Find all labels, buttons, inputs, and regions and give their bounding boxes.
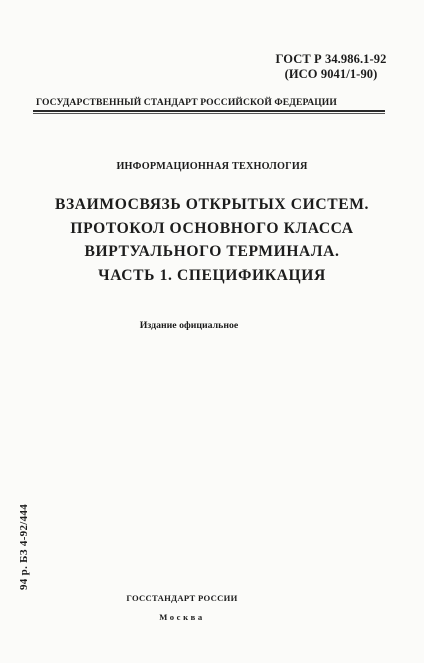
header-rule	[33, 110, 385, 112]
edition-note: Издание официальное	[139, 320, 239, 331]
header-rule-thin	[33, 113, 385, 114]
standard-number: ГОСТ Р 34.986.1-92	[275, 52, 387, 66]
title-line: ВЗАИМОСВЯЗЬ ОТКРЫТЫХ СИСТЕМ.	[54, 196, 370, 213]
title-line: ЧАСТЬ 1. СПЕЦИФИКАЦИЯ	[98, 266, 326, 284]
document-title	[0, 193, 424, 287]
publisher-city: Москва	[159, 612, 205, 622]
iso-reference: (ИСО 9041/1-90)	[284, 67, 378, 81]
side-catalog-code: 94 р. БЗ 4-92/444	[18, 503, 30, 590]
publisher-name: ГОССТАНДАРТ РОССИИ	[126, 593, 238, 603]
title-line: ПРОТОКОЛ ОСНОВНОГО КЛАССА	[70, 219, 354, 237]
title-line: ВИРТУАЛЬНОГО ТЕРМИНАЛА.	[84, 243, 340, 260]
standard-designation	[246, 52, 416, 82]
subject-heading: ИНФОРМАЦИОННАЯ ТЕХНОЛОГИЯ	[116, 161, 308, 172]
standard-category: ГОСУДАРСТВЕННЫЙ СТАНДАРТ РОССИЙСКОЙ ФЕДЕРАЦИИ	[36, 97, 337, 108]
